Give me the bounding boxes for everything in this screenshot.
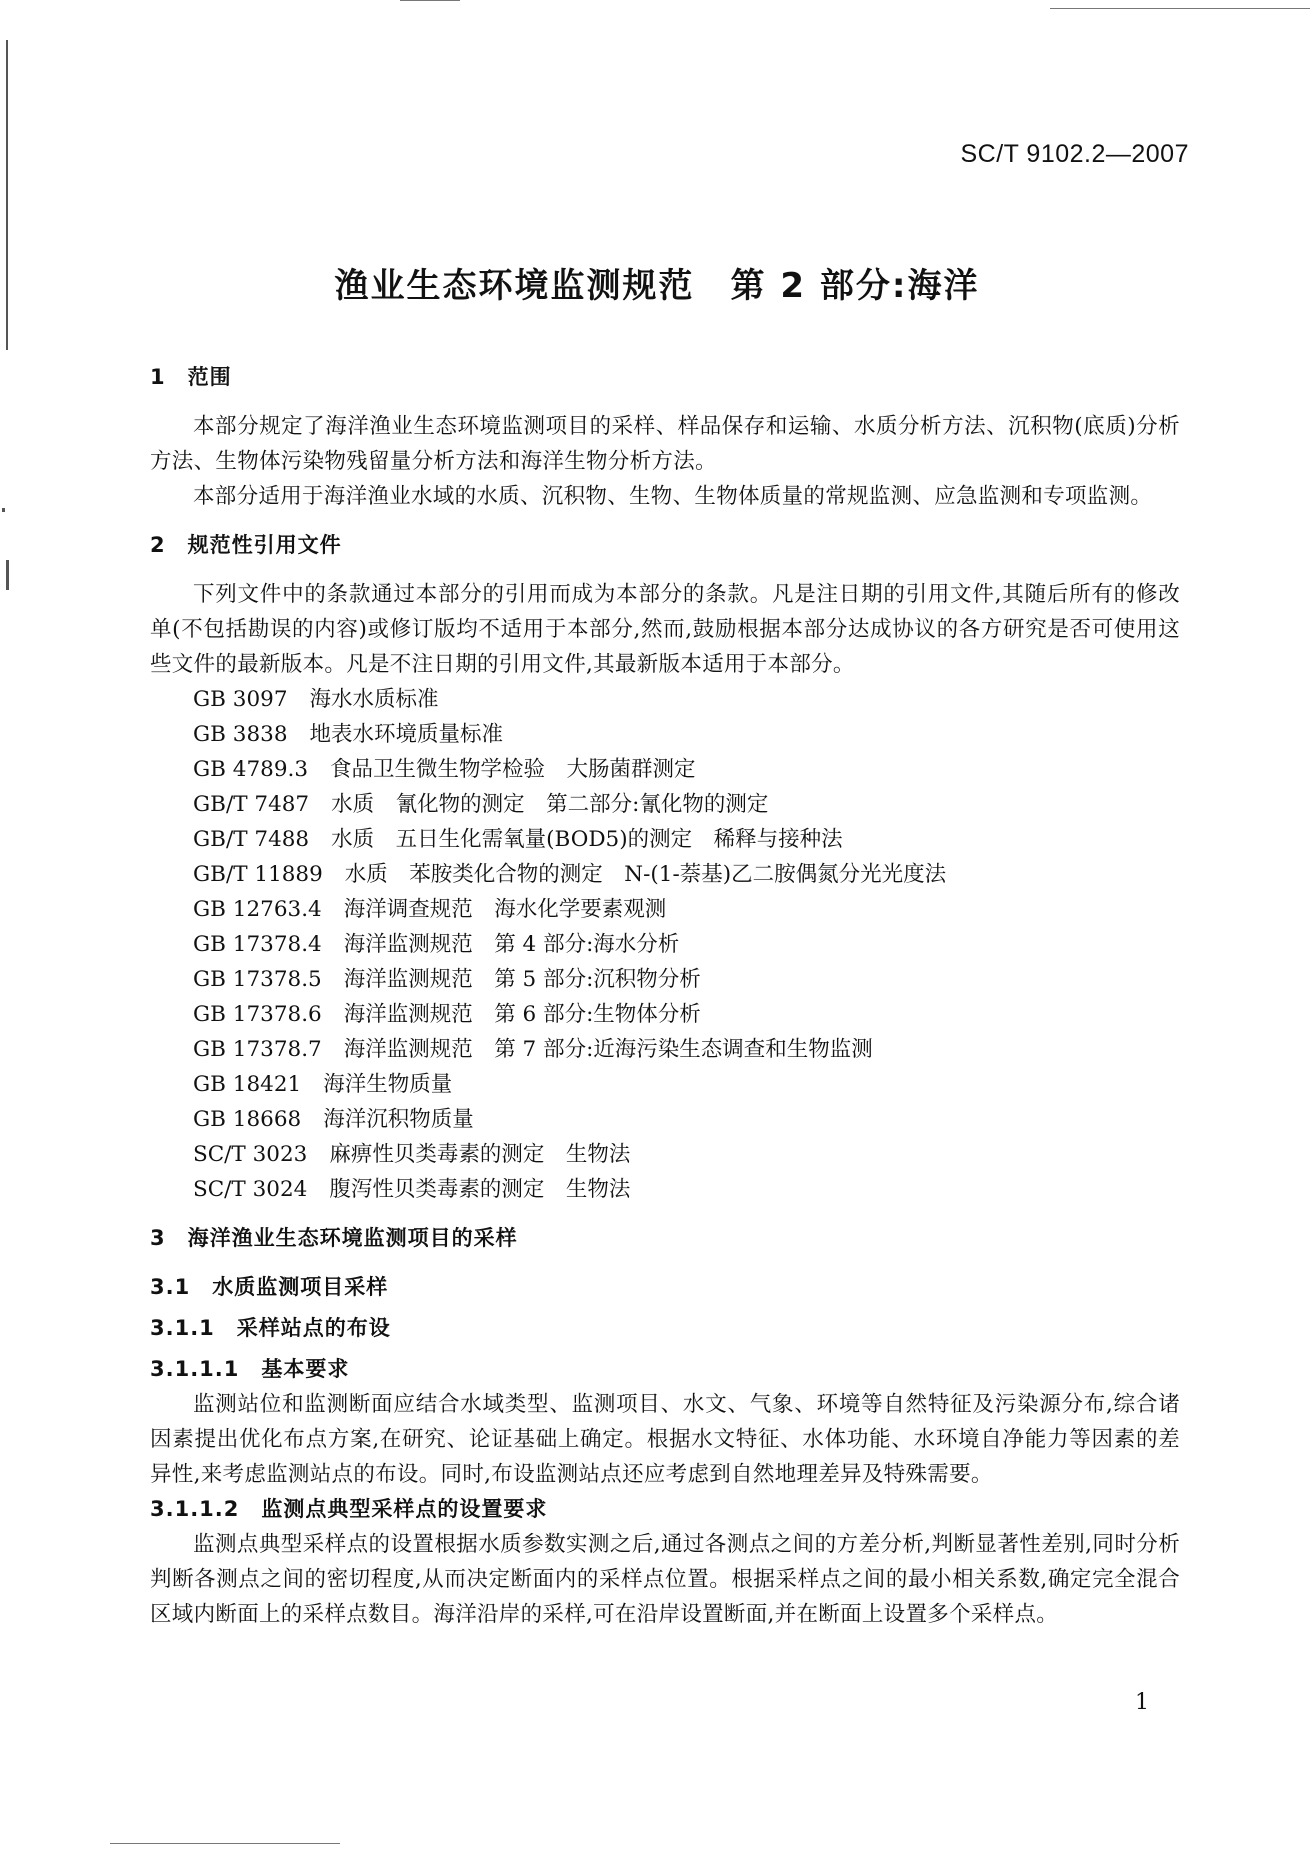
reference-code: GB 4789.3 [193, 757, 309, 782]
reference-title: 海洋沉积物质量 [323, 1107, 474, 1132]
reference-item [193, 752, 1180, 787]
section-1-heading [150, 360, 1180, 395]
reference-item [193, 1032, 1180, 1067]
reference-item [193, 717, 1180, 752]
scan-artifact-top-right [1050, 8, 1310, 9]
scan-artifact-bottom [110, 1843, 340, 1844]
reference-item [193, 682, 1180, 717]
reference-title: 水质 苯胺类化合物的测定 N-(1-萘基)乙二胺偶氮分光光度法 [344, 862, 947, 887]
section-number: 3.1.1.1 [150, 1357, 240, 1381]
section-number: 3 [150, 1226, 166, 1250]
reference-title: 食品卫生微生物学检验 大肠菌群测定 [330, 757, 696, 782]
page-number: 1 [1135, 1690, 1149, 1715]
reference-title: 海洋监测规范 第 6 部分:生物体分析 [343, 1002, 701, 1027]
reference-title: 水质 氰化物的测定 第二部分:氰化物的测定 [331, 792, 769, 817]
section-3-1-1-1-paragraph: 监测站位和监测断面应结合水域类型、监测项目、水文、气象、环境等自然特征及污染源分布,综合诸因素提出优化布点方案,在研究、论证基础上确定。根据水文特征、水体功能、水环境自净能力等因素的差异性,来考虑监测站点的布设。同时,布设监测站点还应考虑到自然地理差异及特殊需要。 [150, 1392, 1180, 1487]
reference-item [193, 1137, 1180, 1172]
reference-code: SC/T 3024 [193, 1177, 308, 1202]
section-title: 海洋渔业生态环境监测项目的采样 [187, 1226, 518, 1250]
reference-title: 地表水环境质量标准 [309, 722, 504, 747]
reference-title: 海洋监测规范 第 7 部分:近海污染生态调查和生物监测 [343, 1037, 873, 1062]
reference-code: GB 12763.4 [193, 897, 322, 922]
reference-item [193, 1172, 1180, 1207]
section-title: 规范性引用文件 [187, 533, 342, 557]
scan-artifact-left-mark [6, 560, 9, 590]
reference-title: 麻痹性贝类毒素的测定 生物法 [329, 1142, 631, 1167]
reference-code: GB/T 11889 [193, 862, 323, 887]
reference-code: SC/T 3023 [193, 1142, 308, 1167]
standard-code: SC/T 9102.2—2007 [960, 140, 1189, 168]
section-title: 采样站点的布设 [236, 1316, 391, 1340]
reference-code: GB 17378.5 [193, 967, 322, 992]
reference-code: GB/T 7487 [193, 792, 310, 817]
section-3-1-heading [150, 1270, 1180, 1305]
reference-code: GB 17378.4 [193, 932, 322, 957]
section-number: 3.1.1 [150, 1316, 215, 1340]
section-3-1-1-2-heading [150, 1492, 1180, 1527]
reference-code: GB 17378.6 [193, 1002, 322, 1027]
section-3-1-1-2-paragraph: 监测点典型采样点的设置根据水质参数实测之后,通过各测点之间的方差分析,判断显著性差别,同时分析判断各测点之间的密切程度,从而决定断面内的采样点位置。根据采样点之间的最小相关系数,确定完全混合区域内断面上的采样点数目。海洋沿岸的采样,可在沿岸设置断面,并在断面上设置多个采样点。 [150, 1532, 1180, 1627]
section-2-heading [150, 528, 1180, 563]
section-title: 监测点典型采样点的设置要求 [261, 1497, 548, 1521]
reference-title: 海洋生物质量 [323, 1072, 453, 1097]
section-number: 2 [150, 533, 166, 557]
section-number: 3.1.1.2 [150, 1497, 240, 1521]
section-2-paragraph-1: 下列文件中的条款通过本部分的引用而成为本部分的条款。凡是注日期的引用文件,其随后所有的修改单(不包括勘误的内容)或修订版均不适用于本部分,然而,鼓励根据本部分达成协议的各方研究是否可使用这些文件的最新版本。凡是不注日期的引用文件,其最新版本适用于本部分。 [150, 582, 1180, 677]
scan-artifact-left-dot [2, 508, 5, 512]
reference-code: GB 18421 [193, 1072, 302, 1097]
section-title: 范围 [187, 365, 232, 389]
reference-title: 水质 五日生化需氧量(BOD5)的测定 稀释与接种法 [331, 827, 843, 852]
reference-title: 海洋调查规范 海水化学要素观测 [343, 897, 667, 922]
reference-code: GB 17378.7 [193, 1037, 322, 1062]
document-body [150, 360, 1180, 1632]
reference-title: 腹泻性贝类毒素的测定 生物法 [329, 1177, 631, 1202]
reference-code: GB 3838 [193, 722, 288, 747]
section-3-1-1-heading [150, 1311, 1180, 1346]
section-1-paragraph-2: 本部分适用于海洋渔业水域的水质、沉积物、生物、生物体质量的常规监测、应急监测和专项监测。 [193, 484, 1153, 509]
section-title: 水质监测项目采样 [212, 1275, 389, 1299]
section-number: 1 [150, 365, 166, 389]
scan-artifact-top [400, 0, 460, 1]
reference-item [193, 857, 1180, 892]
reference-item [193, 787, 1180, 822]
reference-item [193, 927, 1180, 962]
reference-item [193, 962, 1180, 997]
document-title: 渔业生态环境监测规范 第 2 部分:海洋 [334, 266, 980, 306]
normative-references-list [150, 682, 1180, 1207]
section-3-1-1-1-heading [150, 1352, 1180, 1387]
section-number: 3.1 [150, 1275, 191, 1299]
reference-item [193, 892, 1180, 927]
reference-item [193, 822, 1180, 857]
reference-title: 海洋监测规范 第 4 部分:海水分析 [343, 932, 680, 957]
section-3-heading [150, 1221, 1180, 1256]
reference-code: GB 18668 [193, 1107, 302, 1132]
reference-item [193, 997, 1180, 1032]
section-title: 基本要求 [261, 1357, 350, 1381]
reference-code: GB 3097 [193, 687, 288, 712]
reference-item [193, 1102, 1180, 1137]
reference-item [193, 1067, 1180, 1102]
reference-code: GB/T 7488 [193, 827, 310, 852]
reference-title: 海水水质标准 [309, 687, 439, 712]
section-1-paragraph-1: 本部分规定了海洋渔业生态环境监测项目的采样、样品保存和运输、水质分析方法、沉积物(底质)分析方法、生物体污染物残留量分析方法和海洋生物分析方法。 [150, 414, 1180, 474]
reference-title: 海洋监测规范 第 5 部分:沉积物分析 [343, 967, 701, 992]
